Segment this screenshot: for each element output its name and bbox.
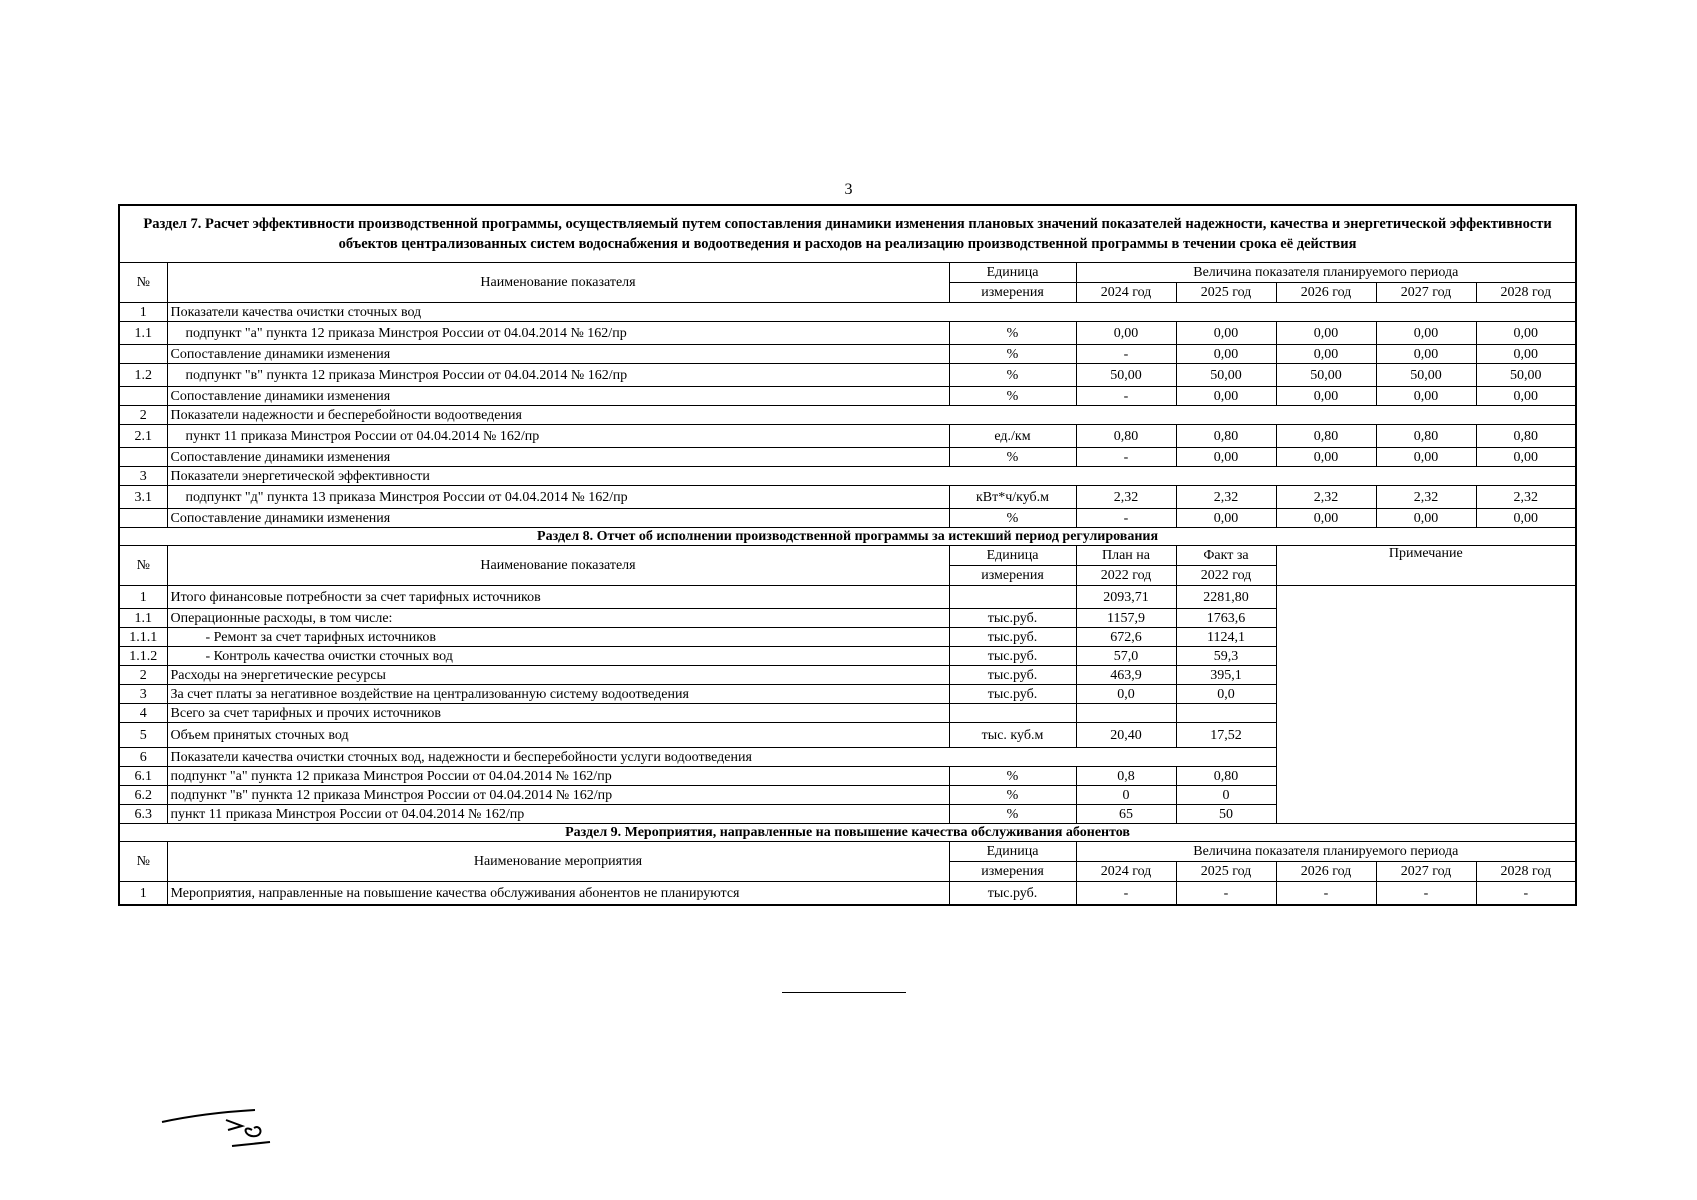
row-value: 50,00	[1376, 364, 1476, 387]
header-num: №	[119, 546, 167, 586]
row-unit: ед./км	[949, 425, 1076, 448]
row-value: 2,32	[1376, 486, 1476, 509]
row-num: 6.3	[119, 805, 167, 824]
row-num: 6.1	[119, 767, 167, 786]
row-name: Сопоставление динамики изменения	[167, 387, 949, 406]
section8-data-row	[119, 586, 1576, 609]
section7-data-row	[119, 509, 1576, 528]
group-name: Показатели энергетической эффективности	[167, 467, 1576, 486]
row-plan	[1076, 704, 1176, 723]
row-value: 2,32	[1276, 486, 1376, 509]
row-num: 2.1	[119, 425, 167, 448]
section7-data-row	[119, 486, 1576, 509]
row-num	[119, 448, 167, 467]
row-plan: 0	[1076, 786, 1176, 805]
row-name: Всего за счет тарифных и прочих источников	[167, 704, 949, 723]
row-name: подпункт "д" пункта 13 приказа Минстроя России от 04.04.2014 № 162/пр	[167, 486, 949, 509]
header-year: 2028 год	[1476, 283, 1576, 303]
row-value: 0,00	[1476, 448, 1576, 467]
row-num: 1	[119, 303, 167, 322]
row-name: Сопоставление динамики изменения	[167, 509, 949, 528]
row-value: 0,00	[1176, 387, 1276, 406]
row-num: 1.1	[119, 609, 167, 628]
row-unit: %	[949, 322, 1076, 345]
row-value: -	[1476, 882, 1576, 906]
section8-header-row	[119, 546, 1576, 566]
row-unit: %	[949, 387, 1076, 406]
row-plan: 0,8	[1076, 767, 1176, 786]
header-year: 2025 год	[1176, 283, 1276, 303]
section7-title-row	[119, 205, 1576, 263]
row-unit: кВт*ч/куб.м	[949, 486, 1076, 509]
header-plan: План на	[1076, 546, 1176, 566]
section9-title: Раздел 9. Мероприятия, направленные на повышение качества обслуживания абонентов	[119, 824, 1576, 842]
row-value: 0,00	[1376, 387, 1476, 406]
row-name: За счет платы за негативное воздействие на централизованную систему водоотведения	[167, 685, 949, 704]
row-value: 0,00	[1276, 448, 1376, 467]
note-cell	[1276, 586, 1576, 824]
section7-group-row	[119, 467, 1576, 486]
row-unit: %	[949, 805, 1076, 824]
row-name: подпункт "в" пункта 12 приказа Минстроя России от 04.04.2014 № 162/пр	[167, 364, 949, 387]
row-num: 4	[119, 704, 167, 723]
group-name: Показатели надежности и бесперебойности водоотведения	[167, 406, 1576, 425]
header-num: №	[119, 263, 167, 303]
row-value: 2,32	[1076, 486, 1176, 509]
header-num: №	[119, 842, 167, 882]
page-number: 3	[844, 181, 853, 198]
row-unit: %	[949, 509, 1076, 528]
row-plan: 2093,71	[1076, 586, 1176, 609]
row-fact: 1124,1	[1176, 628, 1276, 647]
header-unit: Единица	[949, 263, 1076, 283]
header-year: 2028 год	[1476, 862, 1576, 882]
row-value: 50,00	[1476, 364, 1576, 387]
row-value: 0,00	[1176, 345, 1276, 364]
row-plan: 1157,9	[1076, 609, 1176, 628]
row-fact: 59,3	[1176, 647, 1276, 666]
row-unit: тыс. куб.м	[949, 723, 1076, 748]
row-plan: 20,40	[1076, 723, 1176, 748]
header-fact: Факт за	[1176, 546, 1276, 566]
row-value: 0,00	[1176, 509, 1276, 528]
row-name: пункт 11 приказа Минстроя России от 04.04.2014 № 162/пр	[167, 425, 949, 448]
row-value: 0,00	[1376, 509, 1476, 528]
header-year: 2027 год	[1376, 283, 1476, 303]
row-value: 0,00	[1376, 448, 1476, 467]
header-unit-2: измерения	[949, 862, 1076, 882]
row-unit: %	[949, 345, 1076, 364]
row-num: 2	[119, 666, 167, 685]
header-fact-2: 2022 год	[1176, 566, 1276, 586]
group-name: Показатели качества очистки сточных вод	[167, 303, 1576, 322]
row-value: 0,00	[1376, 322, 1476, 345]
row-fact: 17,52	[1176, 723, 1276, 748]
row-fact: 0	[1176, 786, 1276, 805]
row-fact: 395,1	[1176, 666, 1276, 685]
row-value: 0,80	[1076, 425, 1176, 448]
section7-data-row	[119, 387, 1576, 406]
row-unit: тыс.руб.	[949, 666, 1076, 685]
header-name: Наименование показателя	[167, 263, 949, 303]
header-name: Наименование мероприятия	[167, 842, 949, 882]
section8-title-row	[119, 528, 1576, 546]
header-plan-2: 2022 год	[1076, 566, 1176, 586]
section7-group-row	[119, 303, 1576, 322]
row-value: 0,00	[1176, 448, 1276, 467]
row-value: 50,00	[1276, 364, 1376, 387]
row-unit	[949, 586, 1076, 609]
row-value: 0,00	[1476, 387, 1576, 406]
section9-header-row	[119, 842, 1576, 862]
row-value: 0,00	[1276, 387, 1376, 406]
group-name: Показатели качества очистки сточных вод, надежности и бесперебойности услуги водоотведения	[167, 748, 1276, 767]
report-table-body	[119, 205, 1576, 905]
row-value: 0,80	[1276, 425, 1376, 448]
row-num: 1.1.2	[119, 647, 167, 666]
section7-group-row	[119, 406, 1576, 425]
row-name: пункт 11 приказа Минстроя России от 04.04.2014 № 162/пр	[167, 805, 949, 824]
row-unit: %	[949, 448, 1076, 467]
row-value: 50,00	[1076, 364, 1176, 387]
row-value: -	[1176, 882, 1276, 906]
row-value: 0,00	[1276, 345, 1376, 364]
header-unit: Единица	[949, 842, 1076, 862]
row-unit: %	[949, 767, 1076, 786]
section7-title: Раздел 7. Расчет эффективности производственной программы, осуществляемый путем сопоставления динамики изменения плановых значений показателей надежности, качества и энергетической эффективности объектов централизованных систем водоснабжения и водоотведения и расходов на реализацию производственной программы в течении срока её действия	[119, 205, 1576, 263]
row-num: 5	[119, 723, 167, 748]
header-year: 2025 год	[1176, 862, 1276, 882]
row-name: Мероприятия, направленные на повышение качества обслуживания абонентов не планируются	[167, 882, 949, 906]
row-value: 50,00	[1176, 364, 1276, 387]
report-table	[118, 204, 1577, 906]
row-value: -	[1076, 448, 1176, 467]
header-year: 2026 год	[1276, 283, 1376, 303]
row-fact: 0,80	[1176, 767, 1276, 786]
row-num	[119, 345, 167, 364]
row-num: 2	[119, 406, 167, 425]
row-name: Объем принятых сточных вод	[167, 723, 949, 748]
row-unit: тыс.руб.	[949, 685, 1076, 704]
footer-divider	[782, 992, 906, 993]
row-value: 0,00	[1476, 322, 1576, 345]
row-fact: 50	[1176, 805, 1276, 824]
header-year: 2024 год	[1076, 283, 1176, 303]
handwritten-signature	[160, 1100, 290, 1160]
row-value: 0,00	[1476, 509, 1576, 528]
header-unit-2: измерения	[949, 566, 1076, 586]
row-num: 1.1.1	[119, 628, 167, 647]
row-name: - Ремонт за счет тарифных источников	[167, 628, 949, 647]
section9-title-row	[119, 824, 1576, 842]
row-value: 0,80	[1476, 425, 1576, 448]
row-num: 3.1	[119, 486, 167, 509]
row-value: -	[1276, 882, 1376, 906]
row-unit: тыс.руб.	[949, 609, 1076, 628]
header-unit-2: измерения	[949, 283, 1076, 303]
row-value: 0,00	[1276, 322, 1376, 345]
row-unit: %	[949, 786, 1076, 805]
row-fact: 1763,6	[1176, 609, 1276, 628]
row-value: 0,00	[1276, 509, 1376, 528]
row-unit: тыс.руб.	[949, 628, 1076, 647]
section7-data-row	[119, 425, 1576, 448]
row-value: 0,00	[1476, 345, 1576, 364]
header-name: Наименование показателя	[167, 546, 949, 586]
row-value: -	[1076, 882, 1176, 906]
row-num: 6	[119, 748, 167, 767]
section7-header-row	[119, 263, 1576, 283]
row-value: -	[1076, 509, 1176, 528]
row-name: подпункт "а" пункта 12 приказа Минстроя России от 04.04.2014 № 162/пр	[167, 767, 949, 786]
row-num: 1	[119, 882, 167, 906]
row-value: -	[1376, 882, 1476, 906]
row-value: 2,32	[1476, 486, 1576, 509]
row-num: 1.2	[119, 364, 167, 387]
row-value: 0,80	[1376, 425, 1476, 448]
header-note: Примечание	[1276, 546, 1576, 586]
row-num: 3	[119, 467, 167, 486]
row-value: 0,80	[1176, 425, 1276, 448]
row-value: 0,00	[1176, 322, 1276, 345]
row-plan: 65	[1076, 805, 1176, 824]
row-unit: тыс.руб.	[949, 882, 1076, 906]
row-plan: 672,6	[1076, 628, 1176, 647]
row-name: подпункт "а" пункта 12 приказа Минстроя России от 04.04.2014 № 162/пр	[167, 322, 949, 345]
section9-data-row	[119, 882, 1576, 906]
row-value: 0,00	[1076, 322, 1176, 345]
row-num: 1	[119, 586, 167, 609]
row-name: подпункт "в" пункта 12 приказа Минстроя России от 04.04.2014 № 162/пр	[167, 786, 949, 805]
row-fact: 0,0	[1176, 685, 1276, 704]
header-period: Величина показателя планируемого периода	[1076, 842, 1576, 862]
row-name: - Контроль качества очистки сточных вод	[167, 647, 949, 666]
section7-data-row	[119, 345, 1576, 364]
row-value: 2,32	[1176, 486, 1276, 509]
row-name: Итого финансовые потребности за счет тарифных источников	[167, 586, 949, 609]
row-value: -	[1076, 387, 1176, 406]
row-num: 6.2	[119, 786, 167, 805]
row-num	[119, 509, 167, 528]
row-plan: 463,9	[1076, 666, 1176, 685]
header-year: 2026 год	[1276, 862, 1376, 882]
row-num: 3	[119, 685, 167, 704]
row-fact: 2281,80	[1176, 586, 1276, 609]
row-unit: тыс.руб.	[949, 647, 1076, 666]
row-plan: 0,0	[1076, 685, 1176, 704]
row-name: Расходы на энергетические ресурсы	[167, 666, 949, 685]
row-num: 1.1	[119, 322, 167, 345]
header-year: 2024 год	[1076, 862, 1176, 882]
row-value: 0,00	[1376, 345, 1476, 364]
header-year: 2027 год	[1376, 862, 1476, 882]
row-name: Операционные расходы, в том числе:	[167, 609, 949, 628]
header-period: Величина показателя планируемого периода	[1076, 263, 1576, 283]
row-unit: %	[949, 364, 1076, 387]
row-name: Сопоставление динамики изменения	[167, 448, 949, 467]
row-plan: 57,0	[1076, 647, 1176, 666]
header-unit: Единица	[949, 546, 1076, 566]
row-value: -	[1076, 345, 1176, 364]
row-name: Сопоставление динамики изменения	[167, 345, 949, 364]
section7-data-row	[119, 364, 1576, 387]
row-unit	[949, 704, 1076, 723]
row-num	[119, 387, 167, 406]
section7-data-row	[119, 448, 1576, 467]
section8-title: Раздел 8. Отчет об исполнении производственной программы за истекший период регулирования	[119, 528, 1576, 546]
section7-data-row	[119, 322, 1576, 345]
row-fact	[1176, 704, 1276, 723]
